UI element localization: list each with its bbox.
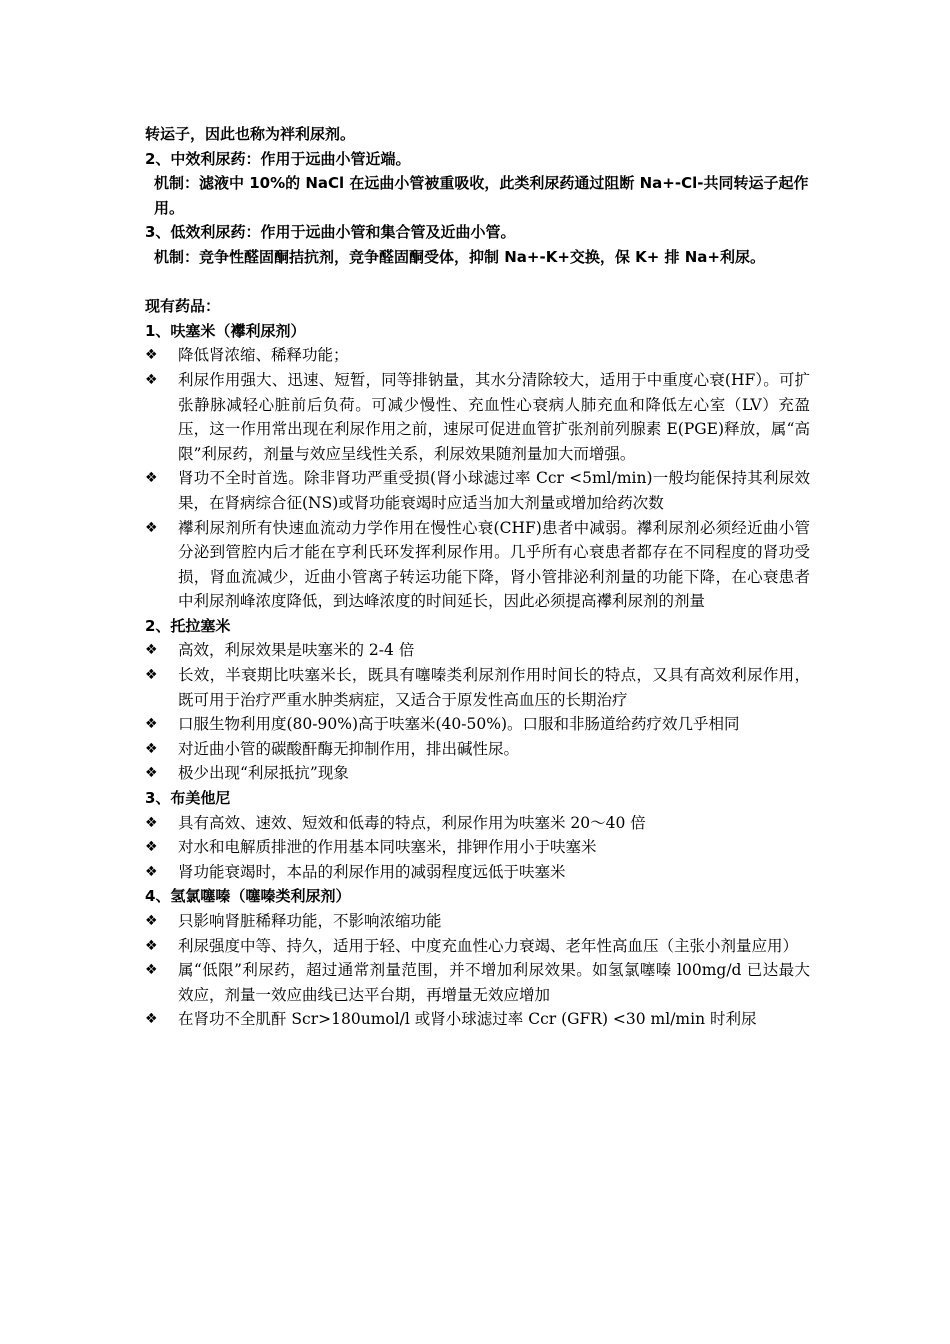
- drug-title: 1、呋塞米（襻利尿剂）: [145, 321, 306, 340]
- bullet-diamond-icon: ❖: [145, 371, 158, 388]
- blank-line: [145, 270, 810, 295]
- bullet-diamond-icon: ❖: [145, 814, 158, 831]
- section-heading: 3、低效利尿药：作用于远曲小管和集合管及近曲小管。: [145, 223, 516, 242]
- bullet-diamond-icon: ❖: [145, 347, 158, 364]
- document-body: [145, 122, 810, 1032]
- bullet-list: [145, 811, 810, 885]
- bullet-list: [145, 343, 810, 614]
- bullet-diamond-icon: ❖: [145, 913, 158, 929]
- bullet-diamond-icon: ❖: [145, 642, 158, 659]
- bullet-item: ❖ 极少出现“利尿抵抗”现象: [145, 761, 810, 786]
- bullet-diamond-icon: ❖: [145, 716, 158, 733]
- bullet-diamond-icon: ❖: [145, 937, 158, 954]
- bullet-item: ❖ 具有高效、速效、短效和低毒的特点，利尿作用为呋塞米 20～40 倍: [145, 811, 810, 836]
- bullet-diamond-icon: ❖: [145, 863, 158, 880]
- mechanism-paragraph: 机制：滤液中 10%的 NaCl 在远曲小管被重吸收，此类利尿药通过阻断 Na+-Cl-共同转运子起作用。: [154, 174, 809, 217]
- bullet-diamond-icon: ❖: [145, 667, 158, 684]
- bullet-diamond-icon: ❖: [145, 519, 158, 536]
- bullet-diamond-icon: ❖: [145, 765, 158, 782]
- bullet-diamond-icon: ❖: [145, 839, 158, 856]
- drugs-heading: 现有药品：: [145, 297, 221, 316]
- bullet-item: ❖ 在肾功不全肌酐 Scr>180umol/l 或肾小球滤过率 Ccr (GFR) <30 ml/min 时利尿: [145, 1007, 810, 1032]
- mechanism-paragraph: 机制：竞争性醛固酮拮抗剂，竞争醛固酮受体，抑制 Na+-K+交换，保 K+ 排 Na+利尿。: [154, 247, 765, 266]
- bullet-diamond-icon: ❖: [145, 1011, 158, 1028]
- bullet-diamond-icon: ❖: [145, 962, 158, 979]
- bullet-item: ❖ 利尿作用强大、迅速、短暂，同等排钠量，其水分清除较大，适用于中重度心衰(HF）。可扩张静脉减轻心脏前后负荷。可减少慢性、充血性心衰病人肺充血和降低左心室（LV）充盈压，这一作用常出现在利尿作用之前，速尿可促进血管扩张剂前列腺素 E(PGE)释放，属“高限”利尿药，剂量与效应呈线性关系，利尿效果随剂量加大而增强。: [145, 368, 810, 466]
- bullet-list: [145, 909, 810, 1032]
- drug-title: 3、布美他尼: [145, 789, 231, 808]
- section-heading: 2、中效利尿药：作用于远曲小管近端。: [145, 149, 411, 168]
- bullet-item: ❖ 高效，利尿效果是呋塞米的 2-4 倍: [145, 638, 810, 663]
- bullet-item: ❖ 肾功能衰竭时，本品的利尿作用的减弱程度远低于呋塞米: [145, 860, 810, 885]
- bullet-item: ❖ 利尿强度中等、持久，适用于轻、中度充血性心力衰竭、老年性高血压（主张小剂量应用）: [145, 934, 810, 959]
- bullet-item: ❖ 对近曲小管的碳酸酐酶无抑制作用，排出碱性尿。: [145, 737, 810, 762]
- bullet-diamond-icon: ❖: [145, 470, 158, 487]
- drug-title: 4、氢氯噻嗪（噻嗪类利尿剂）: [145, 887, 351, 906]
- drug-title: 2、托拉塞米: [145, 616, 231, 635]
- bullet-item: ❖ 属“低限”利尿药，超过通常剂量范围，并不增加利尿效果。如氢氯噻嗪 l00mg/d 已达最大效应，剂量一效应曲线已达平台期，再增量无效应增加: [145, 958, 810, 1007]
- bullet-item: ❖ 长效，半衰期比呋塞米长，既具有噻嗪类利尿剂作用时间长的特点，又具有高效利尿作用，既可用于治疗严重水肿类病症，又适合于原发性高血压的长期治疗: [145, 663, 810, 712]
- bullet-item: ❖ 降低肾浓缩、稀释功能；: [145, 343, 810, 368]
- bullet-item: ❖ 对水和电解质排泄的作用基本同呋塞米，排钾作用小于呋塞米: [145, 835, 810, 860]
- bullet-item: ❖ 只影响肾脏稀释功能，不影响浓缩功能: [145, 909, 810, 934]
- bullet-diamond-icon: ❖: [145, 740, 158, 757]
- bullet-list: [145, 638, 810, 786]
- bullet-item: ❖ 肾功不全时首选。除非肾功严重受损(肾小球滤过率 Ccr <5ml/min)一般均能保持其利尿效果，在肾病综合征(NS)或肾功能衰竭时应适当加大剂量或增加给药次数: [145, 466, 810, 515]
- text-line: 转运子，因此也称为袢利尿剂。: [145, 125, 356, 143]
- bullet-item: ❖ 口服生物利用度(80-90%)高于呋塞米(40-50%)。口服和非肠道给药疗效几乎相同: [145, 712, 810, 737]
- bullet-item: ❖ 襻利尿剂所有快速血流动力学作用在慢性心衰(CHF)患者中减弱。襻利尿剂必须经近曲小管分泌到管腔内后才能在亨利氏环发挥利尿作用。几乎所有心衰患者都存在不同程度的肾功受损，肾血流减少，近曲小管离子转运功能下降，肾小管排泌利剂量的功能下降，在心衰患者中利尿剂峰浓度降低，到达峰浓度的时间延长，因此必须提高襻利尿剂的剂量: [145, 516, 810, 614]
